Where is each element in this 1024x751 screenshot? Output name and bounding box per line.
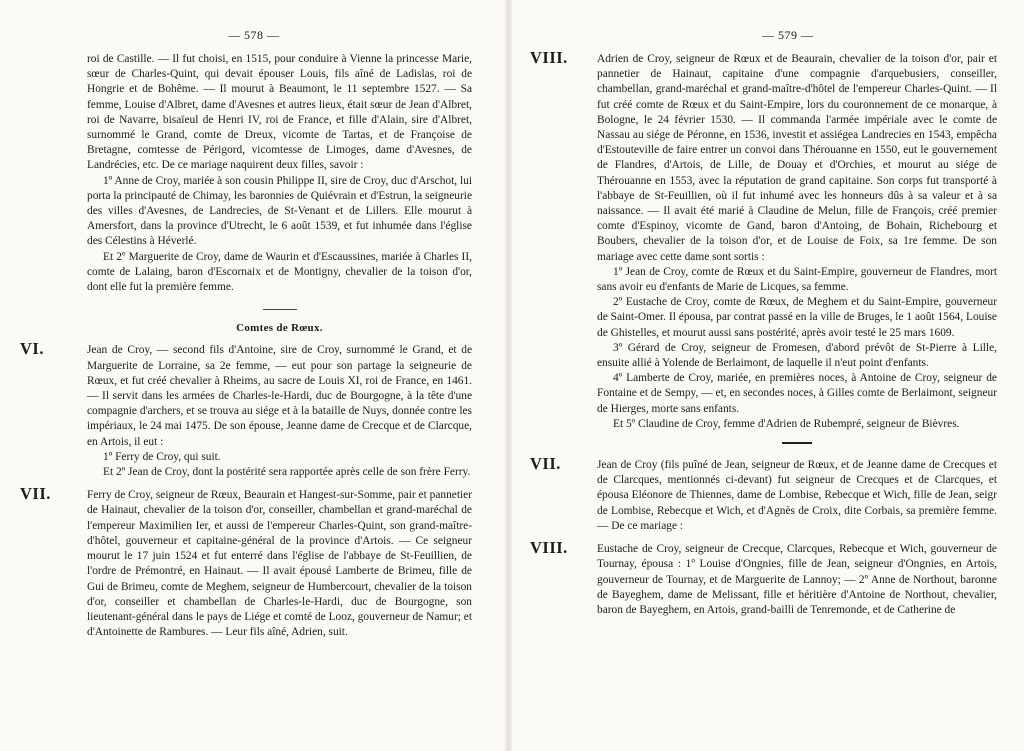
entry-text: Eustache de Croy, seigneur de Crecque, Clarcques, Rebecque et Wich, gouverneur de Tournay, épousa : 1º Louise d'Ongnies, fille de Jean, seigneur d'Ongnies, en Artois, gouverneur de Tournay, et de Marguerite de Lannoy; — 2º Anne de Northout, baronne de Bayeghem, dame de Melissant, fille et héritière d'Antoine de Northout, chevalier, baron de Bayeghem, en Artois, grand-bailli de Tenremonde, et de Catherine de	[597, 543, 997, 616]
section-divider	[782, 442, 812, 444]
entry-viii-adrien-de-croy	[530, 48, 997, 432]
section-divider	[263, 309, 297, 310]
generation-numeral: VII.	[20, 484, 51, 504]
right-page	[512, 0, 1024, 751]
book-gutter	[505, 0, 512, 751]
left-page	[0, 0, 505, 751]
right-page-text	[530, 48, 997, 618]
entry-text: Jean de Croy, — second fils d'Antoine, sire de Croy, surnommé le Grand, et de Marguerite de Lorraine, sa 2e femme, — eut pour son partage la seigneurie de Rœux, et fut créé chevalier à Rheims, au sacre de Louis XI, roi de France, en 1461. — Il servit dans les armées de Charles-le-Hardi, duc de Bourgogne, à la tête d'une compagnie d'archers, et se trouva au siége et à la bataille de Nuys, donnée contre les impériaux, le 24 mai 1475. De son épouse, Jeanne dame de Crecque et de Clarcque, en Artois, il eut :	[87, 344, 472, 448]
page-number-579: — 579 —	[762, 28, 814, 42]
generation-numeral: VIII.	[530, 48, 568, 67]
entry-vii-ferry-de-croy	[20, 484, 472, 640]
generation-numeral: VIII.	[530, 538, 568, 558]
child-gerard: 3º Gérard de Croy, seigneur de Fromesen, d'abord prévôt de St-Pierre à Lille, ensuite allié à Yolende de Berlaimont, de laquelle il n'eut point d'enfants.	[597, 341, 997, 370]
child-lamberte: 4º Lamberte de Croy, mariée, en premières noces, à Antoine de Croy, seigneur de Fontaine et de Sempy, — et, en secondes noces, à Gilles comte de Berlaimont, seigneur de Hierges, morte sans enfants.	[597, 372, 997, 415]
entry-text: Adrien de Croy, seigneur de Rœux et de Beaurain, chevalier de la toison d'or, pair et pannetier de Hainaut, capitaine d'une compagnie d'arquebusiers, conseiller, chambellan, grand-maréchal et grand-maître-d'hôtel de l'empereur Charles-Quint. — Il fut créé comte de Rœux et du Saint-Empire, lors du couronnement de ce monarque, à Bologne, le 24 février 1530. — Il commanda l'armée impériale avec le comte de Nassau au siége de Péronne, en 1536, investit et assiégea Landrecies en 1543, empêcha d'Estouteville de faire entrer un convoi dans Thérouanne en 1550, eut le gouvernement de Flandres, d'Artois, de Lille, de Douay et d'Orchies, et mourut au siége de Thérouanne en 1553, avec la réputation de grand capitaine. Son corps fut transporté à l'abbaye de St-Feuillien, où il fut inhumé avec les honneurs dûs à sa valeur et à sa naissance. — Il avait été marié à Claudine de Melun, fille de François, créé premier comte d'Espinoy, vicomte de Gand, baron d'Antoing, de Bohain, Richebourg et Boubers, chevalier de la toison d'or, et de Louise de Foix, sa 1re femme. De son mariage avec cette dame sont sortis :	[597, 53, 997, 263]
child-jean: Et 2º Jean de Croy, dont la postérité sera rapportée après celle de son frère Ferry.	[103, 466, 471, 479]
left-page-text	[20, 52, 472, 640]
section-heading-comtes-de-roeux: Comtes de Rœux.	[236, 322, 323, 335]
paragraph-anne-de-croy: 1º Anne de Croy, mariée à son cousin Philippe II, sire de Croy, duc d'Arschot, lui porta la principauté de Chimay, les baronnies de Quiévrain et d'Estrun, la seigneurie des villes d'Avesnes, de Landrecies, de St-Venant et de Lillers. Elle mourut à Amersfort, dans la province d'Utrecht, le 6 août 1539, et fut inhumée dans l'église des Célestins à Héverlé.	[87, 174, 472, 248]
entry-vi-jean-de-croy	[20, 339, 472, 480]
child-claudine: Et 5º Claudine de Croy, femme d'Adrien de Rubempré, seigneur de Bièvres.	[613, 417, 960, 430]
generation-numeral: VII.	[530, 454, 561, 474]
child-ferry: 1º Ferry de Croy, qui suit.	[103, 450, 221, 463]
paragraph-castille: roi de Castille. — Il fut choisi, en 1515, pour conduire à Vienne la princesse Marie, sœur de Charles-Quint, qui devait épouser Louis, fils aîné de Ladislas, roi de Hongrie et de Bohême. — Il mourut à Beaumont, le 11 septembre 1527. — Sa femme, Louise d'Albret, dame d'Avesnes et autres lieux, était sœur de Jean d'Albret, roi de Navarre, bisaïeul de Henri IV, roi de France, et fille d'Alain, sire d'Albret, surnommé le Grand, comte de Dreux, vicomte de Tartas, et de Françoise de Bretagne, comtesse de Périgord, vicomtesse de Limoges, dame d'Avesnes, de Landrécies, etc. De ce mariage naquirent deux filles, savoir :	[87, 53, 472, 172]
generation-numeral: VI.	[20, 339, 44, 359]
entry-viii-eustache-de-croy	[530, 538, 997, 618]
paragraph-marguerite-de-croy: Et 2º Marguerite de Croy, dame de Waurin et d'Escaussines, mariée à Charles II, comte de Lalaing, baron d'Escornaix et de Montigny, chevalier de la toison d'or, dont elle fut la première femme.	[87, 250, 472, 294]
entry-vii-jean-de-croy	[530, 454, 997, 534]
entry-text: Jean de Croy (fils puîné de Jean, seigneur de Rœux, et de Jeanne dame de Crecques et de Clarcques, mentionnés ci-devant) fut seigneur de Crecques et de Clarcques, et épousa Eléonore de Thiennes, dame de Lombise, Rebecque et Wich, fille de Jean, seigr de Lombise, Rebecque et Wich, et d'Agnès de Croix, dite Corbais, sa première femme. — De ce mariage :	[597, 459, 997, 532]
page-number-578: — 578 —	[228, 28, 280, 42]
child-jean: 1º Jean de Croy, comte de Rœux et du Saint-Empire, gouverneur de Flandres, mort sans avoir eu d'enfants de Marie de Licques, sa femme.	[597, 265, 997, 294]
child-eustache: 2º Eustache de Croy, comte de Rœux, de Meghem et du Saint-Empire, gouverneur de Saint-Omer. Il épousa, par contrat passé en la ville de Bruges, le 1 août 1564, Louise de Ghistelles, et mourut aussi sans postérité, après avoir testé le 25 mars 1609.	[597, 296, 997, 339]
entry-text: Ferry de Croy, seigneur de Rœux, Beaurain et Hangest-sur-Somme, pair et pannetier de Hainaut, chevalier de la toison d'or, conseiller, chambellan et grand-maréchal de l'empereur Maximilien Ier, et aussi de l'empereur Charles-Quint, son grand-maître-d'hôtel, gouverneur et capitaine-général de la province d'Artois. — Ce seigneur mourut le 17 juin 1524 et fut enterré dans l'église de l'abbaye de St-Feuillien, de l'ordre de Prémontré, en Hainaut. — Il avait épousé Lamberte de Brimeu, fille de Gui de Brimeu, comte de Meghem, seigneur de Humbercourt, chevalier de la toison d'or, conseiller et chambellan de Charles-le-Hardi, duc de Bourgogne, son lieutenant-général dans le pays de Liége et comté de Looz, gouverneur de Namur; et d'Antoinette de Rambures. — Leur fils aîné, Adrien, suit.	[87, 489, 472, 639]
